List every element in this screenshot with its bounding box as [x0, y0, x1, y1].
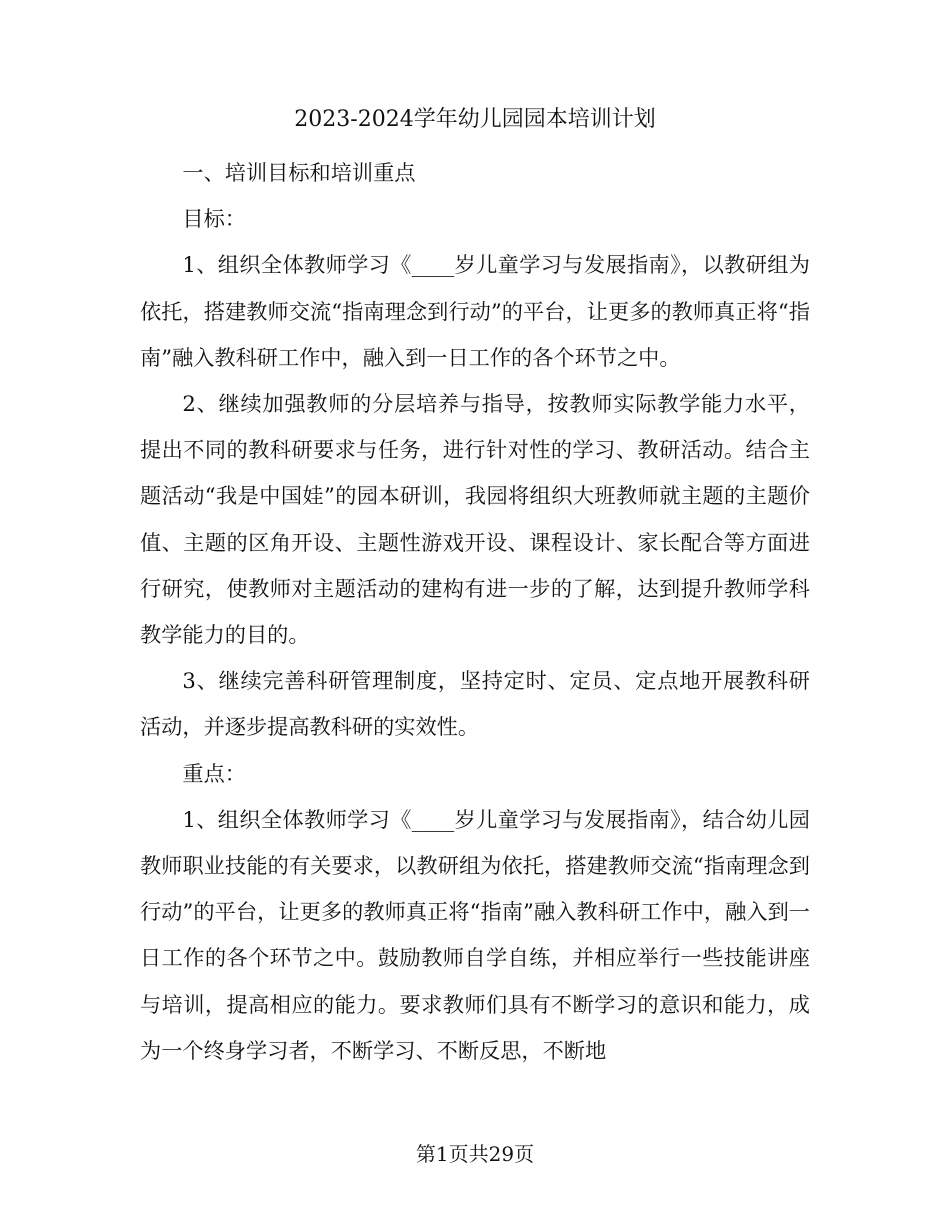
focus-item-1: 1、组织全体教师学习《____岁儿童学习与发展指南》，结合幼儿园教师职业技能的有关要求，以教研组为依托，搭建教师交流“指南理念到行动”的平台，让更多的教师真正将“指南”融入教科研工作中，融入到一日工作的各个环节之中。鼓励教师自学自练，并相应举行一些技能讲座与培训，提高相应的能力。要求教师们具有不断学习的意识和能力，成为一个终身学习者，不断学习、不断反思，不断地	[140, 806, 810, 1063]
goals-label: 目标：	[182, 206, 246, 232]
goal-item-1: 1、组织全体教师学习《____岁儿童学习与发展指南》，以教研组为依托，搭建教师交流“指南理念到行动”的平台，让更多的教师真正将“指南”融入教科研工作中，融入到一日工作的各个环节之中。	[140, 252, 810, 370]
document-title: 2023-2024学年幼儿园园本培训计划	[294, 107, 656, 132]
document-body	[140, 150, 810, 1074]
goal-item-2: 2、继续加强教师的分层培养与指导，按教师实际教学能力水平，提出不同的教科研要求与任务，进行针对性的学习、教研活动。结合主题活动“我是中国娃”的园本研训，我园将组织大班教师就主题的主题价值、主题的区角开设、主题性游戏开设、课程设计、家长配合等方面进行研究，使教师对主题活动的建构有进一步的了解，达到提升教师学科教学能力的目的。	[140, 391, 810, 648]
focus-label: 重点：	[182, 760, 246, 786]
goal-item-3: 3、继续完善科研管理制度，坚持定时、定员、定点地开展教科研活动，并逐步提高教科研的实效性。	[140, 668, 810, 740]
page-number: 第1页共29页	[415, 1142, 535, 1166]
section-heading-training-goals: 一、培训目标和培训重点	[182, 160, 416, 185]
